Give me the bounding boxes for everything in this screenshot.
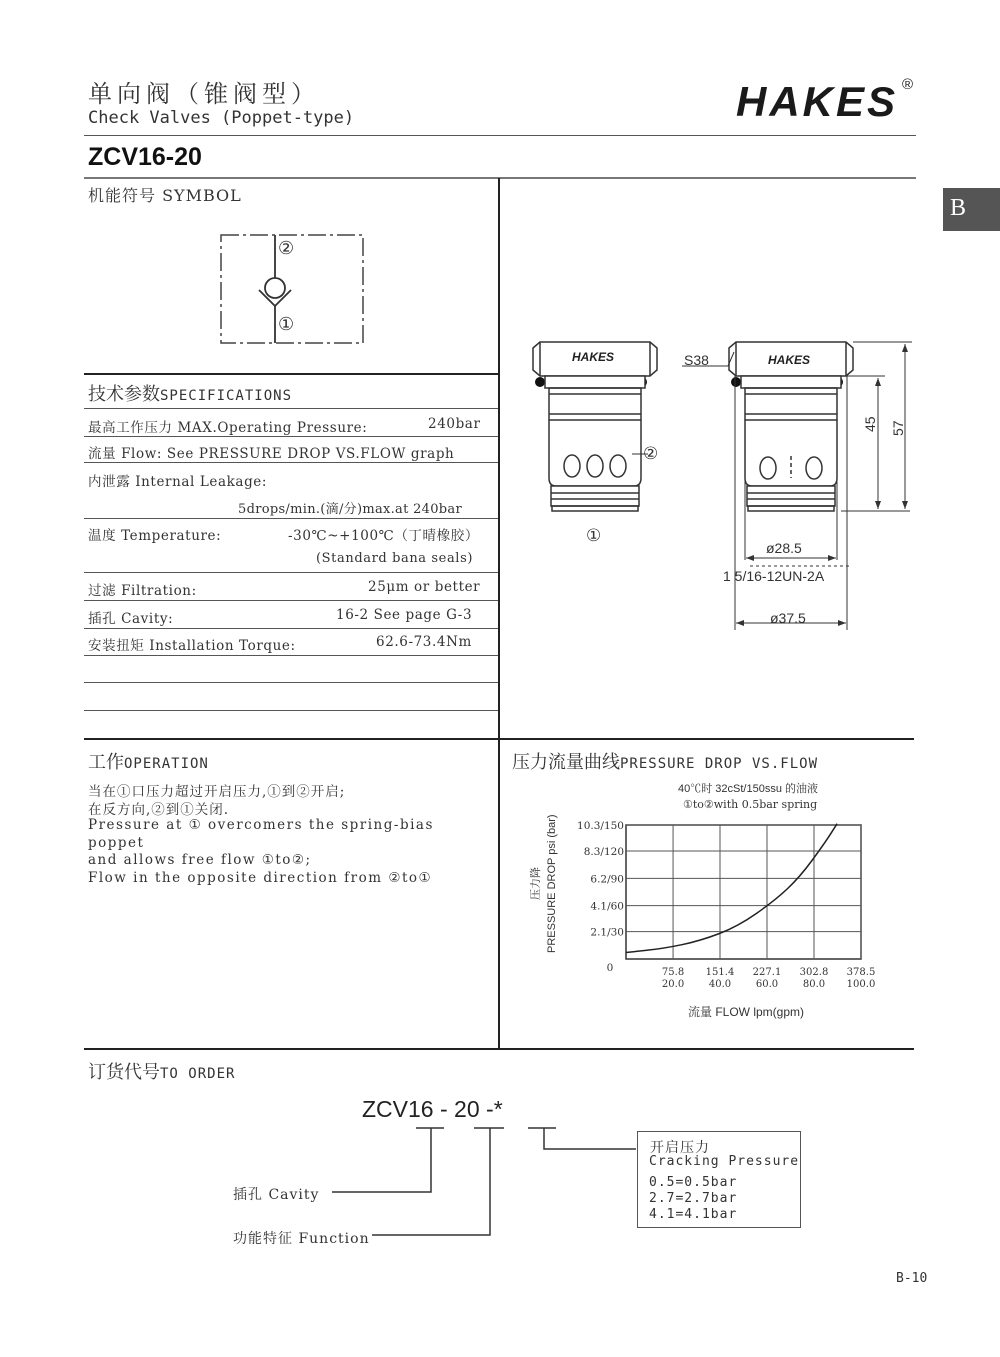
spec-rule [84, 436, 498, 437]
chart-ylabel-cn: 压力降 [530, 867, 542, 900]
side-tab-label: B [950, 195, 967, 221]
spec-label-filtration: 过滤 Filtration: [88, 583, 197, 599]
drawing-port-1: ① [586, 526, 602, 546]
chart-y-tick-label: 2.1/30 [590, 926, 624, 939]
model-rule [84, 177, 916, 179]
spec-rule [84, 572, 498, 573]
chart-y-tick-label: 10.3/150 [577, 820, 624, 832]
order-code-sep: - [439, 1096, 448, 1122]
spec-rule [84, 462, 498, 463]
chart-series-line [626, 824, 837, 953]
order-code-part1: ZCV16 [362, 1096, 434, 1122]
drawing-logo-right: HAKES [768, 353, 811, 367]
spec-rule [84, 600, 498, 601]
chart-plot-frame [626, 825, 861, 959]
order-code-sep: - [486, 1096, 494, 1122]
order-code-part2: 20 [454, 1096, 480, 1122]
chart-ylabel: PRESSURE DROP psi (bar) [546, 814, 558, 953]
chart-xlabel: 流量 FLOW lpm(gpm) [688, 1005, 805, 1019]
cracking-option: 4.1=4.1bar [649, 1207, 738, 1222]
main-divider [498, 178, 500, 1050]
symbol-heading: 机能符号 SYMBOL [88, 186, 242, 205]
order-heading-en: TO ORDER [160, 1066, 236, 1082]
order-heading-cn: 订货代号 [88, 1062, 160, 1083]
chart-x-tick-label: 302.8 [799, 967, 829, 978]
chart-y-tick-label: 8.3/120 [583, 846, 624, 859]
operation-heading [88, 748, 209, 774]
spec-rule [84, 655, 498, 656]
spec-label-max-pressure: 最高工作压力 MAX.Operating Pressure: [88, 420, 368, 436]
spec-rule [84, 408, 498, 409]
chart-x-tick-label: 378.5 [846, 967, 876, 978]
chart-heading [512, 748, 818, 774]
order-function-label: 功能特征 Function [233, 1231, 370, 1247]
operation-line: Flow in the opposite direction from ②to① [88, 870, 433, 886]
title-en: Check Valves (Poppet-type) [88, 108, 355, 128]
operation-line: and allows free flow ①to②; [88, 852, 312, 868]
hex-size-label: S38 [684, 352, 709, 368]
operation-line: 在反方向,②到①关闭. [88, 802, 230, 818]
operation-line: 当在①口压力超过开启压力,①到②开启; [88, 784, 346, 800]
dim-d28-label: ø28.5 [766, 540, 802, 556]
cracking-box-title-en: Cracking Pressure [649, 1154, 800, 1169]
dim-57-label: 57 [890, 420, 906, 436]
chart-x-tick-label-gpm: 60.0 [755, 979, 779, 990]
title-cn: 单向阀（锥阀型） [88, 80, 320, 108]
chart-x-tick-label-gpm: 20.0 [661, 979, 685, 990]
symbol-port-2: ② [278, 238, 295, 259]
thread-label: 1 5/16-12UN-2A [723, 568, 825, 584]
chart-x-tick-label: 227.1 [752, 967, 782, 978]
chart-y-tick-label: 6.2/90 [590, 873, 624, 886]
spec-rule [84, 518, 498, 519]
chart-subtitle-1: 40℃时 32cSt/150ssu 的油液 [678, 783, 819, 795]
chart-x-tick-label-gpm: 80.0 [802, 979, 826, 990]
chart-origin-label: 0 [606, 962, 614, 974]
drawing-logo-left: HAKES [572, 350, 615, 364]
chart-x-tick-label-gpm: 100.0 [846, 979, 876, 990]
spec-value-filtration: 25μm or better [368, 579, 481, 595]
spec-label-leakage: 内泄露 Internal Leakage: [88, 474, 268, 490]
spec-value-seals: (Standard bana seals) [316, 551, 474, 566]
cartridge-side-view [533, 342, 657, 511]
spec-label-torque: 安装扭矩 Installation Torque: [88, 638, 296, 654]
spec-value-leakage: 5drops/min.(滴/分)max.at 240bar [238, 502, 462, 517]
drawing-port-2: ② [643, 444, 659, 464]
cracking-box-title-cn: 开启压力 [650, 1140, 710, 1156]
specs-heading-en: SPECIFICATIONS [160, 388, 293, 404]
specs-heading-cn: 技术参数 [88, 384, 160, 405]
chart-y-tick-label: 4.1/60 [590, 900, 624, 913]
chart-heading-cn: 压力流量曲线 [512, 752, 620, 773]
spec-label-flow: 流量 Flow: See PRESSURE DROP VS.FLOW graph [88, 446, 455, 462]
order-code [362, 1096, 503, 1123]
specs-heading [88, 380, 292, 406]
spec-value-torque: 62.6-73.4Nm [376, 634, 472, 650]
chart-x-tick-label: 75.8 [661, 967, 685, 978]
spec-rule [84, 628, 498, 629]
operation-heading-en: OPERATION [124, 756, 209, 772]
pressure-flow-chart [550, 815, 910, 995]
registered-mark: ® [902, 76, 914, 93]
spec-rule [84, 710, 498, 711]
chart-subtitle-2: ①to②with 0.5bar spring [683, 798, 818, 811]
section-rule-mid [84, 738, 914, 740]
dim-d37-label: ø37.5 [770, 610, 806, 626]
order-heading [88, 1058, 235, 1084]
cartridge-drawing [520, 330, 920, 640]
symbol-rule [84, 373, 498, 375]
cracking-option: 0.5=0.5bar [649, 1175, 738, 1190]
operation-line: Pressure at ① overcomers the spring-bias [88, 817, 434, 833]
model-number: ZCV16-20 [88, 143, 202, 171]
spec-value-temperature: -30℃~+100℃（丁晴橡胶） [288, 528, 479, 544]
spec-label-cavity: 插孔 Cavity: [88, 611, 174, 627]
chart-heading-en: PRESSURE DROP VS.FLOW [620, 756, 819, 772]
spec-value-cavity: 16-2 See page G-3 [336, 607, 473, 623]
cracking-option: 2.7=2.7bar [649, 1191, 738, 1206]
spec-value-max-pressure: 240bar [428, 416, 481, 432]
chart-x-tick-label: 151.4 [705, 967, 735, 978]
operation-line: poppet [88, 835, 145, 851]
page-number: B-10 [896, 1271, 928, 1286]
dim-45-label: 45 [862, 416, 878, 432]
chart-x-tick-label-gpm: 40.0 [708, 979, 732, 990]
order-code-part3: * [493, 1096, 503, 1122]
header-rule [84, 135, 916, 136]
operation-heading-cn: 工作 [88, 752, 124, 773]
order-cavity-label: 插孔 Cavity [233, 1187, 320, 1203]
spec-rule [84, 682, 498, 683]
spec-label-temperature: 温度 Temperature: [88, 528, 222, 544]
section-rule-bottom [84, 1048, 914, 1050]
symbol-port-1: ① [278, 314, 295, 335]
brand-logo: HAKES [736, 78, 899, 125]
